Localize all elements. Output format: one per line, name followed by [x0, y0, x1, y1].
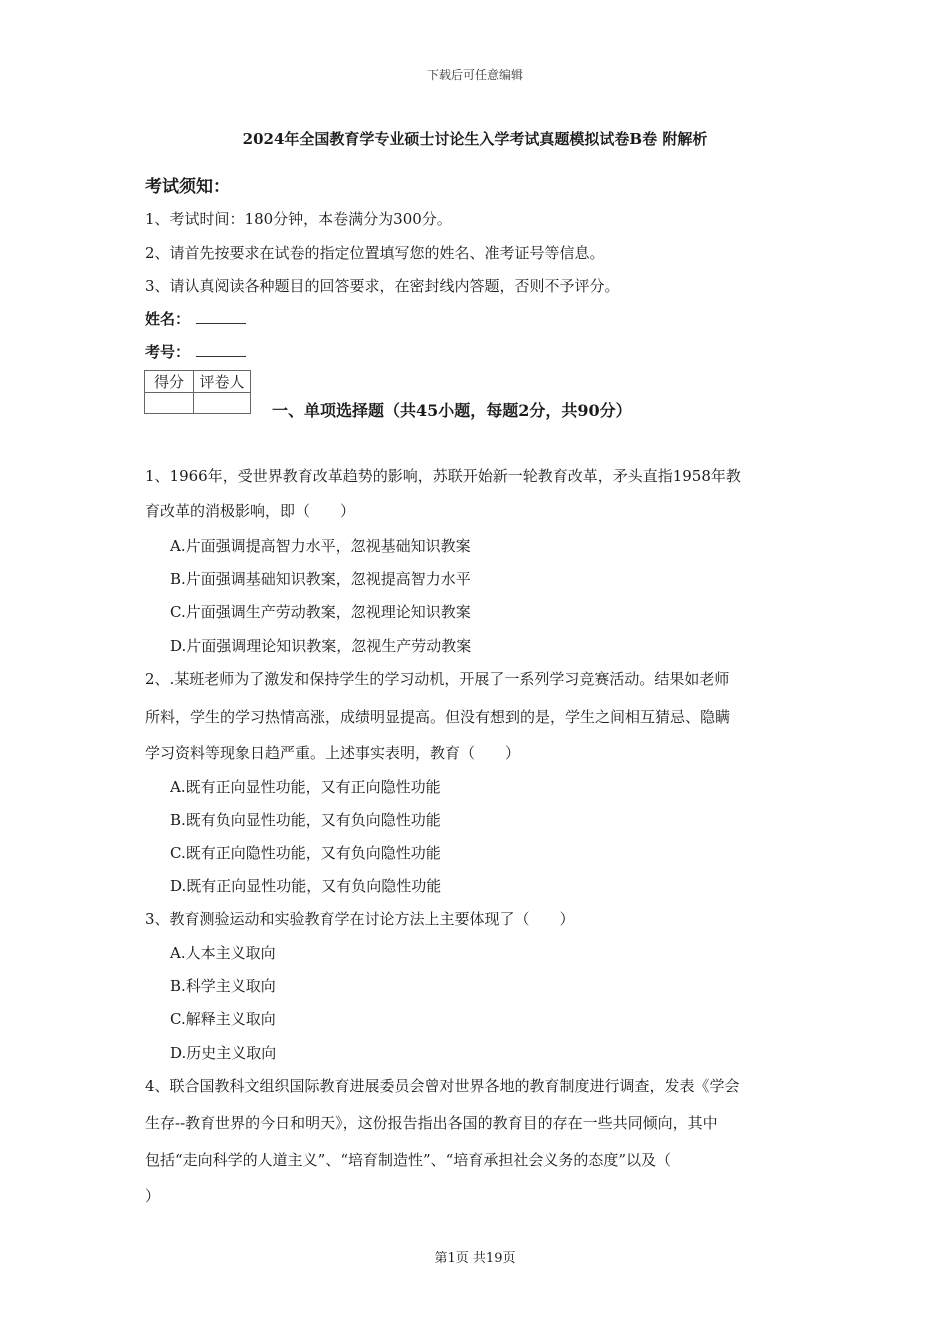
question-1-text: 育改革的消极影响，即（ ） [145, 502, 356, 520]
notice-item: 3、请认真阅读各种题目的回答要求，在密封线内答题，否则不予评分。 [145, 277, 620, 295]
name-field [145, 308, 246, 329]
notice-heading: 考试须知： [145, 177, 230, 197]
question-4-text: ） [145, 1187, 161, 1205]
question-2-option-b: B.既有负向显性功能，又有负向隐性功能 [170, 811, 441, 829]
question-1-option-d: D.片面强调理论知识教案，忽视生产劳动教案 [170, 637, 472, 655]
question-1-option-c: C.片面强调生产劳动教案，忽视理论知识教案 [170, 603, 471, 621]
question-3-option-d: D.历史主义取向 [170, 1044, 277, 1062]
score-cell [145, 393, 194, 414]
question-3-option-c: C.解释主义取向 [170, 1010, 276, 1028]
section-title: 一、单项选择题（共45小题，每题2分，共90分） [272, 401, 632, 420]
question-2-text: 学习资料等现象日趋严重。上述事实表明，教育（ ） [145, 744, 521, 762]
name-blank [196, 309, 246, 324]
notice-item: 2、请首先按要求在试卷的指定位置填写您的姓名、准考证号等信息。 [145, 244, 605, 262]
question-1-option-a: A.片面强调提高智力水平，忽视基础知识教案 [170, 537, 471, 555]
notice-item: 1、考试时间：180分钟，本卷满分为300分。 [145, 210, 452, 228]
page-footer: 第1页 共19页 [434, 1251, 516, 1266]
question-3-text: 3、教育测验运动和实验教育学在讨论方法上主要体现了（ ） [145, 910, 575, 928]
question-2-option-d: D.既有正向显性功能，又有负向隐性功能 [170, 877, 442, 895]
name-label: 姓名： [145, 310, 191, 328]
question-3-option-a: A.人本主义取向 [170, 944, 276, 962]
grader-cell [194, 393, 251, 414]
id-blank [196, 342, 246, 357]
id-field [145, 341, 246, 362]
question-2-text: 所料，学生的学习热情高涨，成绩明显提高。但没有想到的是，学生之间相互猜忌、隐瞒 [145, 708, 731, 726]
question-2-option-a: A.既有正向显性功能，又有正向隐性功能 [170, 778, 441, 796]
grader-header: 评卷人 [194, 371, 251, 393]
question-4-text: 4、联合国教科文组织国际教育进展委员会曾对世界各地的教育制度进行调查，发表《学会 [145, 1077, 740, 1095]
question-1-option-b: B.片面强调基础知识教案，忽视提高智力水平 [170, 570, 471, 588]
question-3-option-b: B.科学主义取向 [170, 977, 276, 995]
score-header: 得分 [145, 371, 194, 393]
score-table [144, 370, 251, 414]
question-1-text: 1、1966年，受世界教育改革趋势的影响，苏联开始新一轮教育改革，矛头直指1958年教 [145, 467, 741, 485]
header-note: 下载后可任意编辑 [426, 68, 523, 82]
id-label: 考号： [145, 343, 191, 361]
question-4-text: 包括“走向科学的人道主义”、“培育制造性”、“培育承担社会义务的态度”以及（ [145, 1151, 672, 1169]
document-title: 2024年全国教育学专业硕士讨论生入学考试真题模拟试卷B卷 附解析 [242, 130, 708, 148]
question-2-text: 2、.某班老师为了激发和保持学生的学习动机，开展了一系列学习竞赛活动。结果如老师 [145, 670, 730, 688]
question-4-text: 生存--教育世界的今日和明天》，这份报告指出各国的教育目的存在一些共同倾向，其中 [145, 1114, 718, 1132]
question-2-option-c: C.既有正向隐性功能，又有负向隐性功能 [170, 844, 441, 862]
